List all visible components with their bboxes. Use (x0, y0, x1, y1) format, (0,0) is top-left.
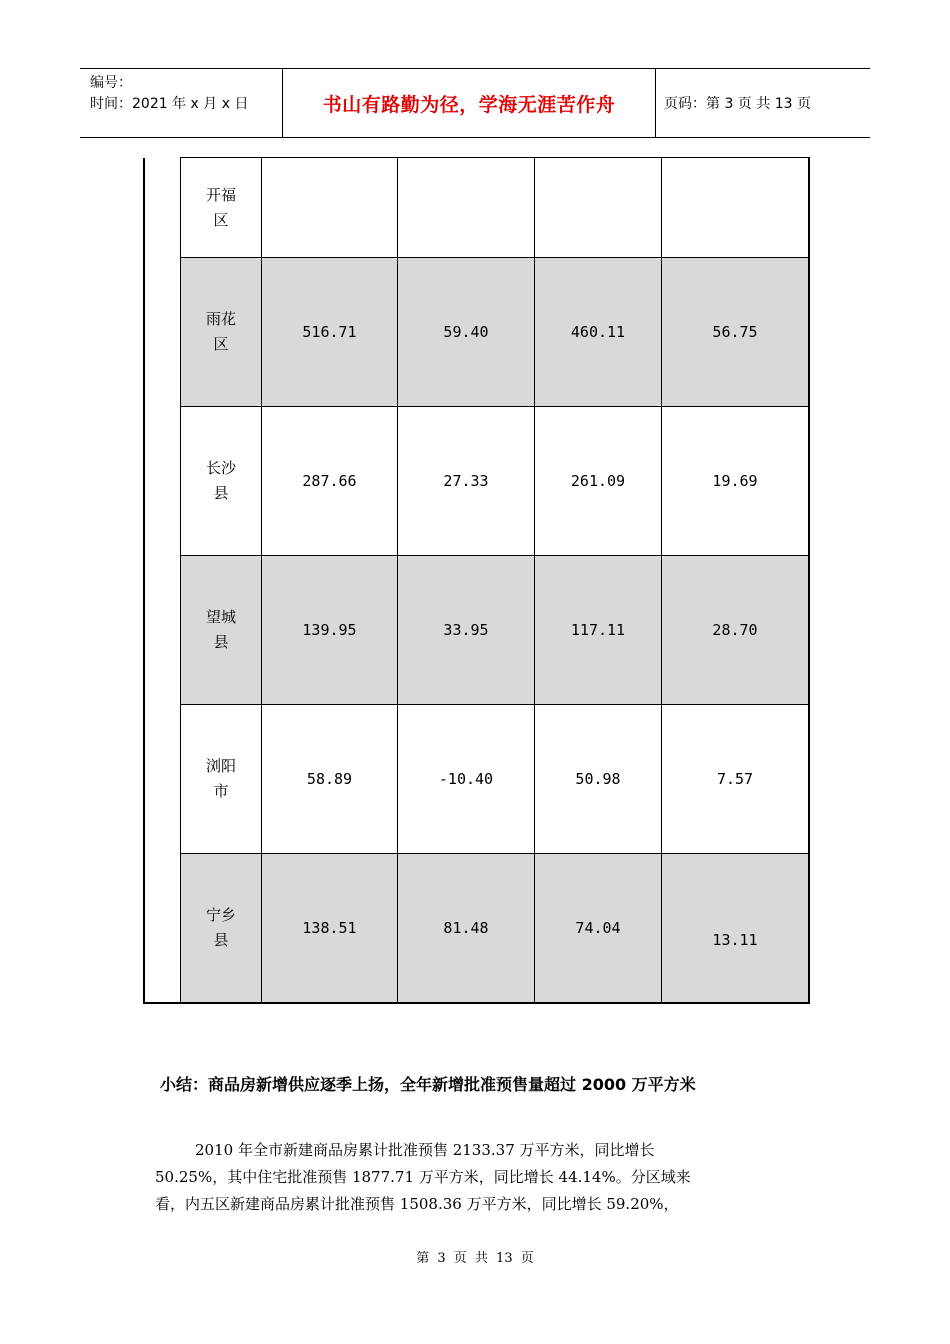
table-cell: 28.70 (662, 556, 810, 705)
table-row (144, 556, 809, 705)
data-table (143, 157, 810, 1004)
header-meta (90, 73, 248, 115)
row-name: 宁乡 县 (181, 854, 262, 1003)
table-cell (535, 158, 662, 258)
table-cell: 58.89 (262, 705, 398, 854)
row-name: 雨花 区 (181, 258, 262, 407)
page-header (80, 68, 870, 138)
table-cell: 287.66 (262, 407, 398, 556)
table-cell: 74.04 (535, 854, 662, 1003)
table-cell: -10.40 (398, 705, 535, 854)
table-cell: 516.71 (262, 258, 398, 407)
table-cell (398, 158, 535, 258)
table-row (144, 705, 809, 854)
row-name: 开福 区 (181, 158, 262, 258)
table-cell: 50.98 (535, 705, 662, 854)
table-left-column (144, 158, 181, 1003)
table-cell: 59.40 (398, 258, 535, 407)
table-row (144, 407, 809, 556)
table-cell: 261.09 (535, 407, 662, 556)
table-cell: 138.51 (262, 854, 398, 1003)
table-cell (262, 158, 398, 258)
paragraph-line: 50.25%，其中住宅批准预售 1877.71 万平方米，同比增长 44.14%。分区域来 (155, 1168, 691, 1186)
paragraph-line: 看，内五区新建商品房累计批准预售 1508.36 万平方米，同比增长 59.20%， (155, 1195, 679, 1213)
table-cell: 27.33 (398, 407, 535, 556)
page-footer: 第 3 页 共 13 页 (416, 1251, 534, 1266)
summary-heading: 小结：商品房新增供应逐季上扬，全年新增批准预售量超过 2000 万平方米 (160, 1075, 696, 1094)
table-cell: 56.75 (662, 258, 810, 407)
table-cell: 33.95 (398, 556, 535, 705)
table-cell: 19.69 (662, 407, 810, 556)
table-cell: 139.95 (262, 556, 398, 705)
date-label: 时间：2021 年 x 月 x 日 (90, 96, 249, 112)
body-paragraph (155, 1137, 805, 1218)
table-cell: 13.11 (662, 854, 810, 1003)
table-cell: 7.57 (662, 705, 810, 854)
header-page-label: 页码：第 3 页 共 13 页 (664, 96, 811, 112)
table-cell (662, 158, 810, 258)
data-table-wrapper (143, 157, 810, 1004)
table-cell: 81.48 (398, 854, 535, 1003)
table-cell: 460.11 (535, 258, 662, 407)
table-row (144, 158, 809, 258)
row-name: 望城 县 (181, 556, 262, 705)
paragraph-line: 2010 年全市新建商品房累计批准预售 2133.37 万平方米，同比增长 (195, 1141, 655, 1159)
row-name: 长沙 县 (181, 407, 262, 556)
table-row (144, 854, 809, 1003)
header-motto: 书山有路勤为径，学海无涯苦作舟 (282, 69, 656, 137)
table-cell: 117.11 (535, 556, 662, 705)
table-row (144, 258, 809, 407)
number-label: 编号： (90, 75, 132, 91)
row-name: 浏阳 市 (181, 705, 262, 854)
